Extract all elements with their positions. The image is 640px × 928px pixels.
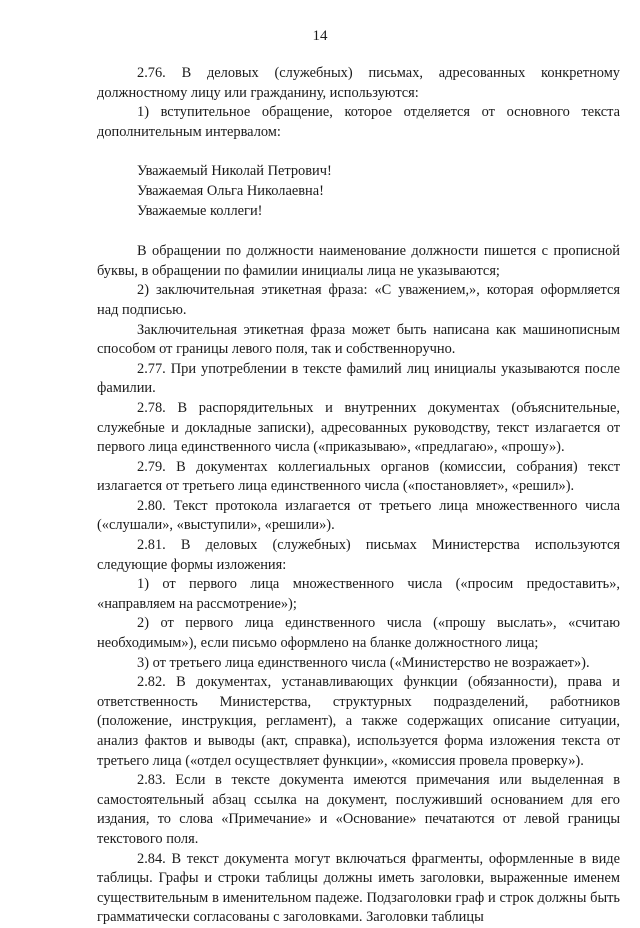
paragraph-address-rule: В обращении по должности наименование должности пишется с прописной буквы, в обращении по фамилии инициалы лица не указываются; — [97, 243, 620, 279]
paragraph-2-76: 2.76. В деловых (служебных) письмах, адресованных конкретному должностному лицу или гражданину, используются: — [97, 65, 620, 101]
page-number: 14 — [312, 28, 328, 44]
paragraph-2-79: 2.79. В документах коллегиальных органов (комиссии, собрания) текст излагается от третьего лица единственного числа («постановляет», «решил»). — [97, 458, 620, 495]
spacer — [97, 142, 620, 162]
paragraph-2-82: 2.82. В документах, устанавливающих функции (обязанности), права и ответственность Министерства, структурных подразделений, работников (положение, инструкция, регламент), а также содержащих описание ситуации, анализ фактов и выводы (акт, справка), используется форма изложения текста от третьего лица («отдел осуществляет функции», «комиссия провела проверку»). — [97, 674, 620, 769]
paragraph-greeting-intro: 1) вступительное обращение, которое отделяется от основного текста дополнительным интервалом: — [97, 104, 620, 140]
paragraph-2-81-item-3: 3) от третьего лица единственного числа («Министерство не возражает»). — [137, 654, 590, 671]
document-body — [97, 64, 620, 928]
paragraph-2-81-item-1: 1) от первого лица множественного числа («просим предоставить», «направляем на рассмотрение»); — [97, 576, 620, 612]
greeting-line: Уважаемая Ольга Николаевна! — [137, 182, 324, 199]
paragraph-2-84: 2.84. В текст документа могут включаться фрагменты, оформленные в виде таблицы. Графы и строки таблицы должны иметь заголовки, выраженные именем существительным в именительном падеже. Подзаголовки граф и строк должны быть грамматически согласованы с заголовками. Заголовки таблицы — [97, 850, 620, 926]
paragraph-closing-phrase: 2) заключительная этикетная фраза: «С уважением,», которая оформляется над подписью. — [97, 282, 620, 318]
greeting-examples — [137, 162, 620, 221]
spacer — [97, 221, 620, 242]
paragraph-2-78: 2.78. В распорядительных и внутренних документах (объяснительные, служебные и докладные записки), адресованных руководству, текст излагается от первого лица единственного числа («приказываю», «предлагаю», «прошу»). — [97, 399, 620, 456]
paragraph-2-81: 2.81. В деловых (служебных) письмах Министерства используются следующие формы изложения: — [97, 537, 620, 573]
paragraph-closing-phrase-note: Заключительная этикетная фраза может быть написана как машинописным способом от границы левого поля, так и собственноручно. — [97, 321, 620, 358]
greeting-line: Уважаемый Николай Петрович! — [137, 163, 332, 180]
greeting-line: Уважаемые коллеги! — [137, 202, 263, 219]
paragraph-2-77: 2.77. При употреблении в тексте фамилий лиц инициалы указываются после фамилии. — [97, 360, 620, 397]
paragraph-2-83: 2.83. Если в тексте документа имеются примечания или выделенная в самостоятельный абзац ссылка на документ, послуживший основанием для его издания, то слова «Примечание» и «Основание» печатаются от левой границы текстового поля. — [97, 772, 620, 847]
paragraph-2-80: 2.80. Текст протокола излагается от третьего лица множественного числа («слушали», «выступили», «решили»). — [97, 497, 620, 534]
paragraph-2-81-item-2: 2) от первого лица единственного числа («прошу выслать», «считаю необходимым»), если письмо оформлено на бланке должностного лица; — [97, 615, 620, 652]
